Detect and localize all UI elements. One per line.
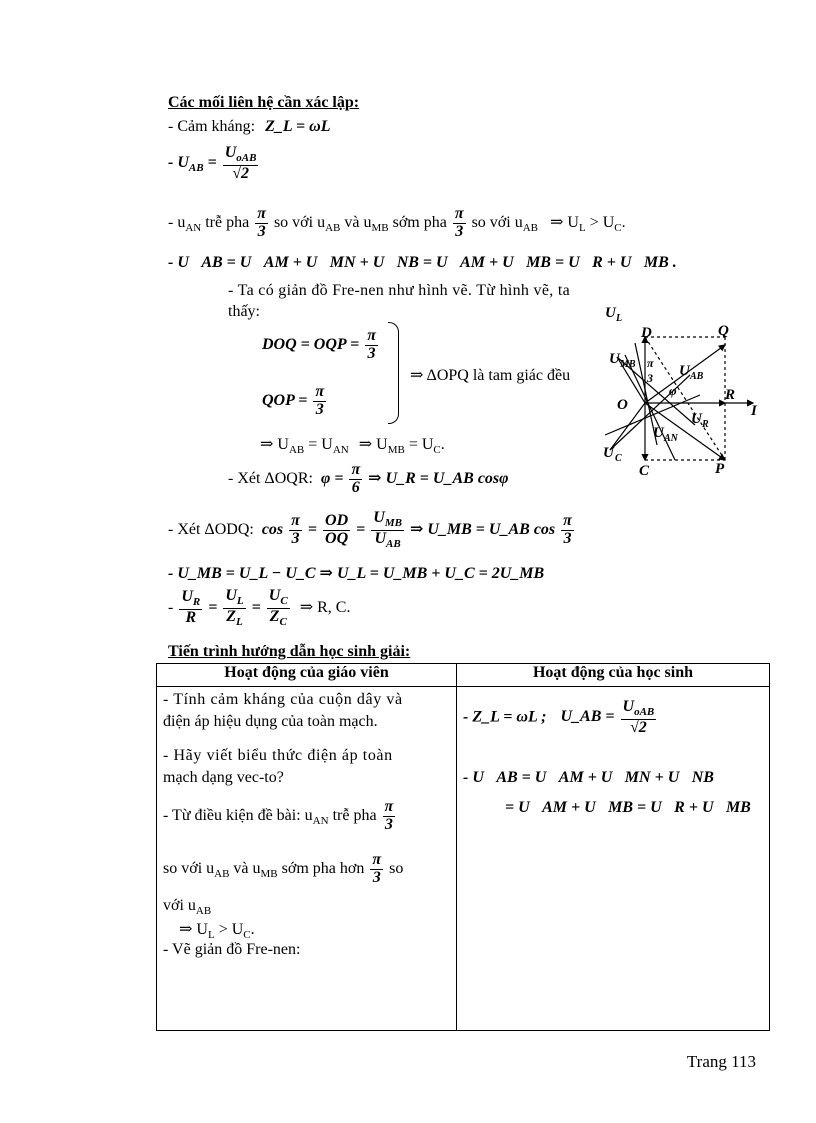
ul-line: - U_MB = U_L − U_C ⇒ U_L = U_MB + U_C = 2U_MB — [168, 565, 545, 582]
student-cell: - Z_L = ωL ; U_AB = $\frac{U_{oAB}}{√2}$ - U⃗AB = U⃗AM + U⃗MN + U⃗NB = U⃗AM + U⃗MB = U⃗R + U⃗MB — [457, 687, 770, 1031]
page-number: Trang 113 — [686, 1052, 756, 1071]
svg-text:C: C — [615, 453, 622, 464]
diagram-label: U — [691, 411, 702, 427]
diagram-label: U — [653, 425, 664, 441]
teacher-header: Hoạt động của giáo viên — [157, 664, 457, 687]
diagram-label: φ — [669, 383, 677, 398]
reactance-line: - Cảm kháng: Z_L = ωL — [168, 118, 331, 135]
odq-line: - Xét ΔODQ: cos $\frac{\pi}{3}$ = $\frac{OD}{OQ}$ = $\frac{U_{MB}}{U_{AB}}$ ⇒ U_MB = U_AB cos $\frac{\pi}{3}$ — [168, 509, 572, 550]
diagram-label: R — [725, 387, 736, 403]
equal-results: ⇒ $U_{AB} = U_{AN}$ ⇒ $U_{MB} = U_C$. — [260, 436, 445, 457]
guide-table — [156, 663, 770, 1031]
svg-text:AN: AN — [664, 433, 678, 444]
angle-doq-eq: DOQ = OQP = $\frac{\pi}{3}$ — [262, 327, 376, 362]
diagram-label: I — [751, 403, 757, 419]
vector-sum-line: - U⃗AB = U⃗AM + U⃗MN + U⃗NB = U⃗AM + U⃗MB = U⃗R + U⃗MB . — [168, 254, 677, 271]
diagram-label: U — [679, 363, 690, 379]
phasor-diagram — [595, 285, 785, 485]
diagram-label: π — [647, 356, 654, 370]
diagram-intro-2: thấy: — [228, 303, 260, 320]
diagram-label: U — [605, 305, 616, 321]
diagram-label: P — [715, 461, 725, 477]
diagram-label: D — [641, 325, 652, 341]
svg-text:3: 3 — [647, 371, 653, 385]
svg-text:L: L — [616, 313, 623, 324]
angle-qop-eq: QOP = $\frac{\pi}{3}$ — [262, 383, 325, 418]
diagram-label: U — [609, 351, 620, 367]
brace — [388, 322, 399, 424]
phase-line: - $u_{AN}$ trễ pha $\frac{\pi}{3}$ so với $u_{AB}$ và $u_{MB}$ sớm pha $\frac{\pi}{3}$ so với $u_{AB}$ ⇒ $U_L > U_C$. — [168, 205, 626, 240]
section-heading: Các mối liên hệ cần xác lập: — [168, 94, 360, 111]
guide-title: Tiến trình hướng dẫn học sinh giải: — [168, 643, 411, 660]
svg-text:AB: AB — [690, 371, 704, 382]
oqr-line: - Xét ΔOQR: φ = $\frac{\pi}{6}$ ⇒ U_R = U_AB cosφ — [228, 461, 509, 496]
triangle-conclusion: ⇒ ΔOPQ là tam giác đều — [410, 367, 571, 384]
uab-formula: - $U_{AB}$ = $\frac{U_{oAB}}{√2}$ — [168, 144, 257, 182]
diagram-label: O — [617, 397, 628, 413]
diagram-label: U — [603, 445, 614, 461]
teacher-cell: - Tính cảm kháng của cuộn dây và điện áp hiệu dụng của toàn mạch. - Hãy viết biểu thức điện áp toàn mạch dạng vec-to? - Từ điều kiện đề bài: $u_{AN}$ trễ pha $\frac{\pi}{3}$ so với $u_{AB}$ và $u_{MB}$ sớm pha hơn $\frac{\pi}{3}$ so với $u_{AB}$ ⇒ $U_L > U_C$. - Vẽ giản đồ Fre-nen: — [157, 687, 457, 1031]
diagram-intro-1: - Ta có giản đồ Fre-nen như hình vẽ. Từ hình vẽ, ta — [228, 282, 570, 299]
svg-text:MB: MB — [620, 359, 636, 370]
svg-text:R: R — [702, 419, 709, 430]
diagram-label: Q — [718, 323, 729, 339]
student-header: Hoạt động của học sinh — [457, 664, 770, 687]
diagram-label: C — [639, 463, 650, 479]
zl-formula: Z_L = ωL — [265, 118, 331, 135]
ratio-line: - $\frac{U_R}{R}$ = $\frac{U_L}{Z_L}$ = $\frac{U_C}{Z_C}$ ⇒ R, C. — [168, 587, 351, 628]
